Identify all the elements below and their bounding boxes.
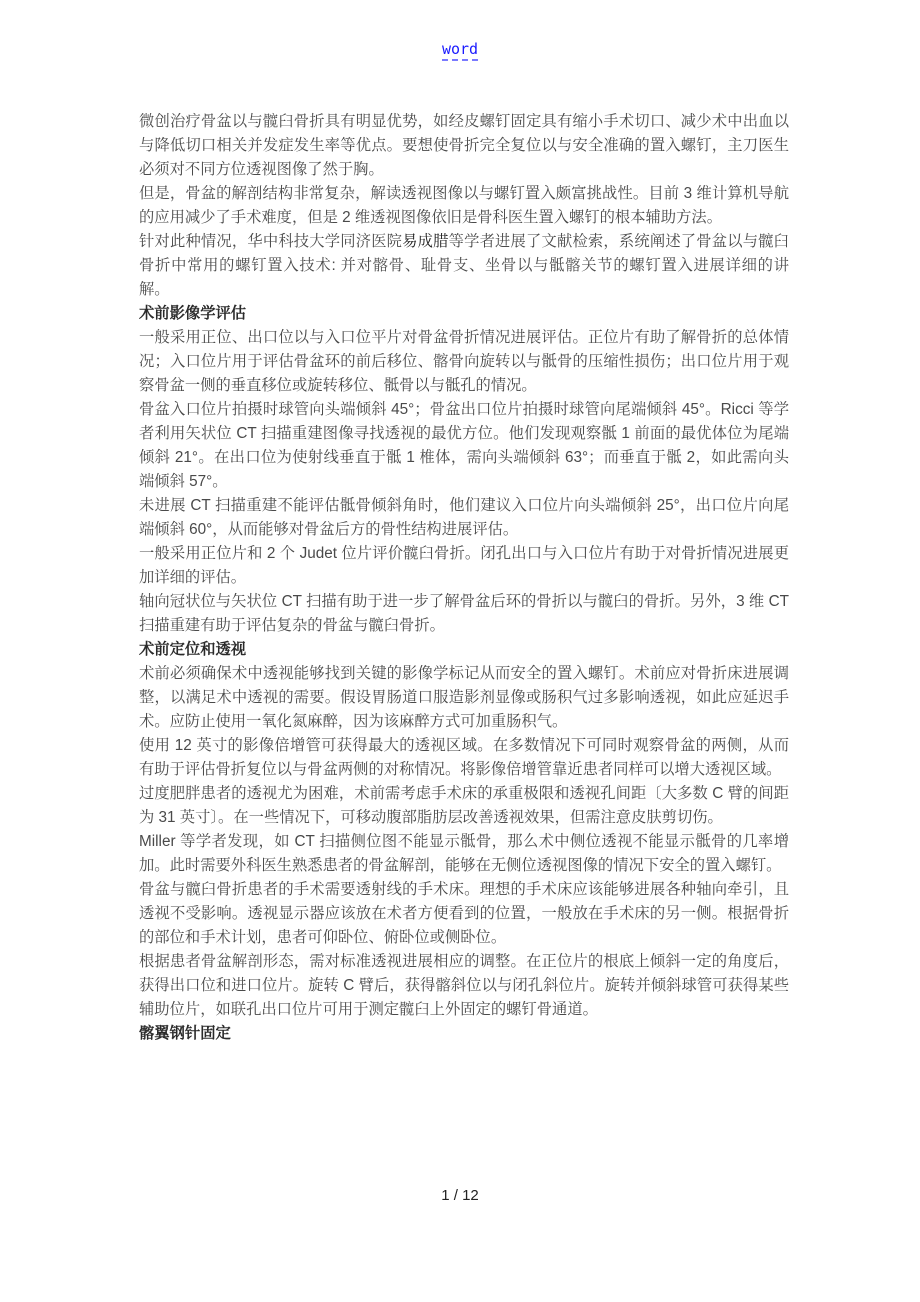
paragraph-review	[139, 230, 789, 302]
paragraph-adjust: 根据患者骨盆解剖形态，需对标准透视进展相应的调整。在正位片的根底上倾斜一定的角度后，获得出口位和进口位片。旋转 C 臂后，获得髂斜位以与闭孔斜位片。旋转并倾斜球管可获得某些辅助位片，如联孔出口位片可用于测定髋臼上外固定的螺钉骨通道。	[139, 953, 789, 1018]
paragraph-tilt-angles: 骨盆入口位片拍摄时球管向头端倾斜 45°；骨盆出口位片拍摄时球管向尾端倾斜 45°。Ricci 等学者利用矢状位 CT 扫描重建图像寻找透视的最优方位。他们发现观察骶 1 前面的最优体位为尾端倾斜 21°。在出口位为使射线垂直于骶 1 椎体，需向头端倾斜 63°；而垂直于骶 2，如此需向头端倾斜 57°。	[139, 401, 789, 490]
paragraph-miller: Miller 等学者发现，如 CT 扫描侧位图不能显示骶骨，那么术中侧位透视不能显示骶骨的几率增加。此时需要外科医生熟悉患者的骨盆解剖，能够在无侧位透视图像的情况下安全的置入螺钉。	[139, 833, 789, 874]
paragraph-intensifier: 使用 12 英寸的影像倍增管可获得最大的透视区域。在多数情况下可同时观察骨盆的两侧，从而有助于评估骨折复位以与骨盆两侧的对称情况。将影像倍增管靠近患者同样可以增大透视区域。	[139, 737, 789, 778]
page-indicator: 1 / 12	[441, 1187, 479, 1204]
paragraph-no-ct: 未进展 CT 扫描重建不能评估骶骨倾斜角时，他们建议入口位片向头端倾斜 25°，出口位片向尾端倾斜 60°，从而能够对骨盆后方的骨性结构进展评估。	[139, 497, 789, 538]
section-heading-iliac-pin: 髂翼钢针固定	[139, 1025, 231, 1042]
page-header	[0, 40, 920, 58]
paragraph-judet: 一般采用正位片和 2 个 Judet 位片评价髋臼骨折。闭孔出口与入口位片有助于对骨折情况进展更加详细的评估。	[139, 545, 789, 586]
section-heading-imaging: 术前影像学评估	[139, 305, 247, 322]
paragraph-intro: 微创治疗骨盆以与髋臼骨折具有明显优势，如经皮螺钉固定具有缩小手术切口、减少术中出血以与降低切口相关并发症发生率等优点。要想使骨折完全复位以与安全准确的置入螺钉，主刀医生必须对不同方位透视图像了然于胸。	[139, 113, 789, 178]
paragraph-ct: 轴向冠状位与矢状位 CT 扫描有助于进一步了解骨盆后环的骨折以与髋臼的骨折。另外，3 维 CT 扫描重建有助于评估复杂的骨盆与髋臼骨折。	[139, 593, 789, 634]
paragraph-plain-film: 一般采用正位、出口位以与入口位平片对骨盆骨折情况进展评估。正位片有助了解骨折的总体情况；入口位片用于评估骨盆环的前后移位、髂骨向旋转以与骶骨的压缩性损伤；出口位片用于观察骨盆一侧的垂直移位或旋转移位、骶骨以与骶孔的情况。	[139, 329, 789, 394]
header-word-link[interactable]: word	[442, 40, 478, 61]
page-footer	[0, 1187, 920, 1204]
document-body	[139, 110, 789, 1046]
paragraph-challenge: 但是，骨盆的解剖结构非常复杂，解读透视图像以与螺钉置入颇富挑战性。目前 3 维计算机导航的应用减少了手术难度，但是 2 维透视图像依旧是骨科医生置入螺钉的根本辅助方法。	[139, 185, 789, 226]
paragraph-preop-check: 术前必须确保术中透视能够找到关键的影像学标记从而安全的置入螺钉。术前应对骨折床进展调整，以满足术中透视的需要。假设胃肠道口服造影剂显像或肠积气过多影响透视，如此应延迟手术。应防止使用一氧化氮麻醉，因为该麻醉方式可加重肠积气。	[139, 665, 789, 730]
paragraph-obese: 过度肥胖患者的透视尤为困难，术前需考虑手术床的承重极限和透视孔间距〔大多数 C 臂的间距为 31 英寸〕。在一些情况下，可移动腹部脂肪层改善透视效果，但需注意皮肤剪切伤。	[139, 785, 789, 826]
author-name: 易成腊	[402, 233, 449, 250]
paragraph-table: 骨盆与髋臼骨折患者的手术需要透射线的手术床。理想的手术床应该能够进展各种轴向牵引，且透视不受影响。透视显示器应该放在术者方便看到的位置，一般放在手术床的另一侧。根据骨折的部位和手术计划，患者可仰卧位、俯卧位或侧卧位。	[139, 881, 789, 946]
paragraph-review-lead: 针对此种情况，华中科技大学同济医院	[139, 233, 403, 250]
paragraph-review-rest: 等学者进展了文献检索，系统阐述了骨盆以与髋臼骨折中常用的螺钉置入技术: 并对髂骨、耻骨支、坐骨以与骶髂关节的螺钉置入进展详细的讲解。	[139, 233, 789, 298]
section-heading-positioning: 术前定位和透视	[139, 641, 247, 658]
